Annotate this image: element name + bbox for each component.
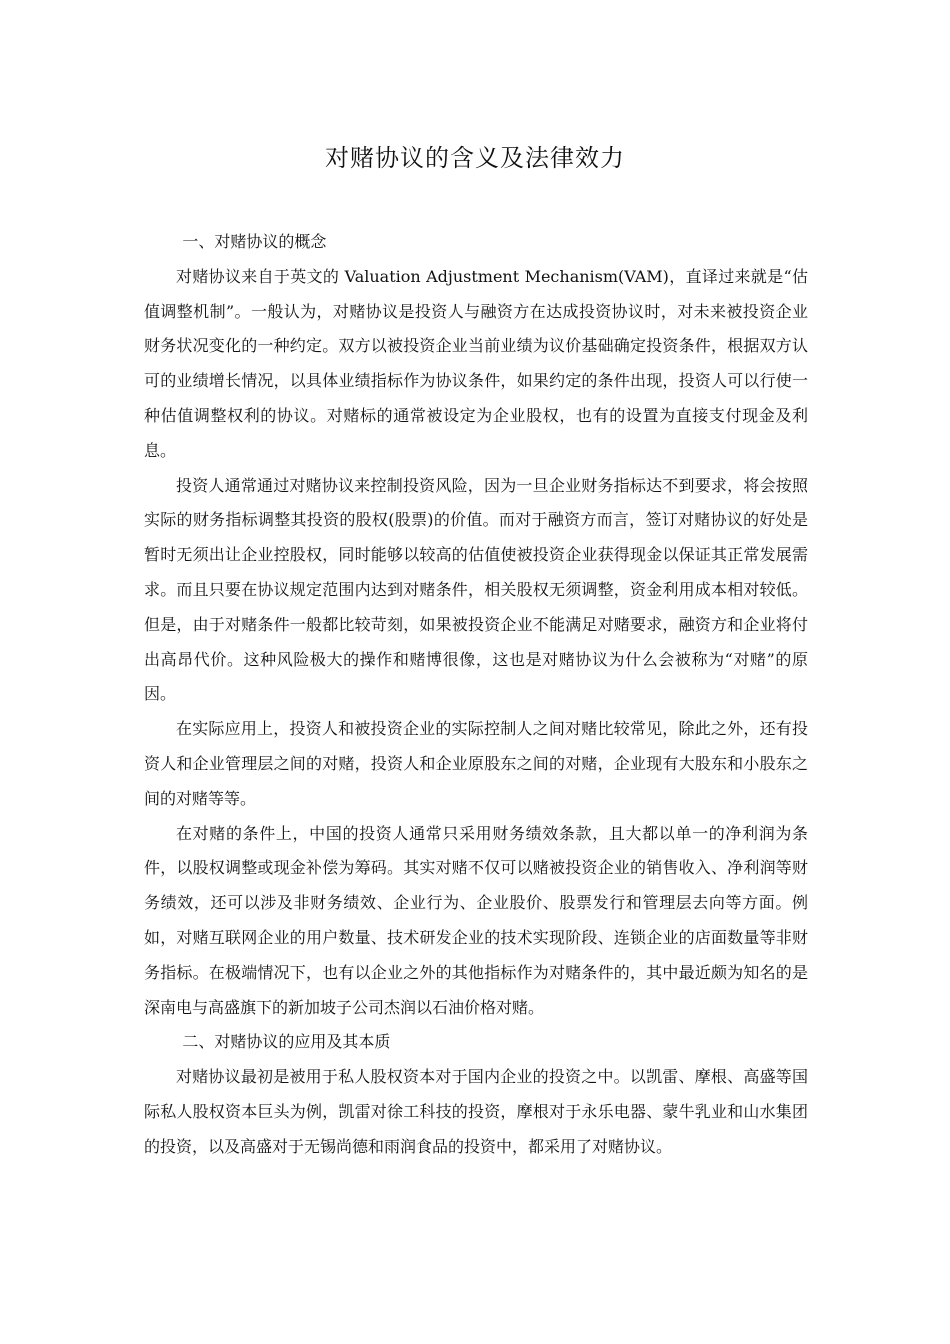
paragraph: 在对赌的条件上，中国的投资人通常只采用财务绩效条款，且大都以单一的净利润为条件，以股权调整或现金补偿为筹码。其实对赌不仅可以赌被投资企业的销售收入、净利润等财务绩效，还可以涉及非财务绩效、企业行为、企业股价、股票发行和管理层去向等方面。例如，对赌互联网企业的用户数量、技术研发企业的技术实现阶段、连锁企业的店面数量等非财务指标。在极端情况下，也有以企业之外的其他指标作为对赌条件的，其中最近颇为知名的是深南电与高盛旗下的新加坡子公司杰润以石油价格对赌。 bbox=[144, 823, 808, 1017]
paragraph: 投资人通常通过对赌协议来控制投资风险，因为一旦企业财务指标达不到要求，将会按照实际的财务指标调整其投资的股权(股票)的价值。而对于融资方而言，签订对赌协议的好处是暂时无须出让企业控股权，同时能够以较高的估值使被投资企业获得现金以保证其正常发展需求。而且只要在协议规定范围内达到对赌条件，相关股权无须调整，资金利用成本相对较低。但是，由于对赌条件一般都比较苛刻，如果被投资企业不能满足对赌要求，融资方和企业将付出高昂代价。这种风险极大的操作和赌博很像，这也是对赌协议为什么会被称为“对赌”的原因。 bbox=[144, 475, 808, 704]
document-body bbox=[144, 225, 808, 1165]
paragraph: 在实际应用上，投资人和被投资企业的实际控制人之间对赌比较常见，除此之外，还有投资人和企业管理层之间的对赌，投资人和企业原股东之间的对赌，企业现有大股东和小股东之间的对赌等等。 bbox=[144, 719, 808, 808]
section-heading-2: 二、对赌协议的应用及其本质 bbox=[182, 1032, 391, 1052]
section-heading-1: 一、对赌协议的概念 bbox=[182, 232, 327, 251]
paragraph: 对赌协议最初是被用于私人股权资本对于国内企业的投资之中。以凯雷、摩根、高盛等国际私人股权资本巨头为例，凯雷对徐工科技的投资，摩根对于永乐电器、蒙牛乳业和山水集团的投资，以及高盛对于无锡尚德和雨润食品的投资中，都采用了对赌协议。 bbox=[144, 1067, 808, 1156]
document-title: 对赌协议的含义及法律效力 bbox=[325, 144, 625, 172]
paragraph: 对赌协议来自于英文的 Valuation Adjustment Mechanism(VAM)，直译过来就是“估值调整机制”。一般认为，对赌协议是投资人与融资方在达成投资协议时，对未来被投资企业财务状况变化的一种约定。双方以被投资企业当前业绩为议价基础确定投资条件，根据双方认可的业绩增长情况，以具体业绩指标作为协议条件，如果约定的条件出现，投资人可以行使一种估值调整权利的协议。对赌标的通常被设定为企业股权，也有的设置为直接支付现金及利息。 bbox=[144, 266, 808, 460]
